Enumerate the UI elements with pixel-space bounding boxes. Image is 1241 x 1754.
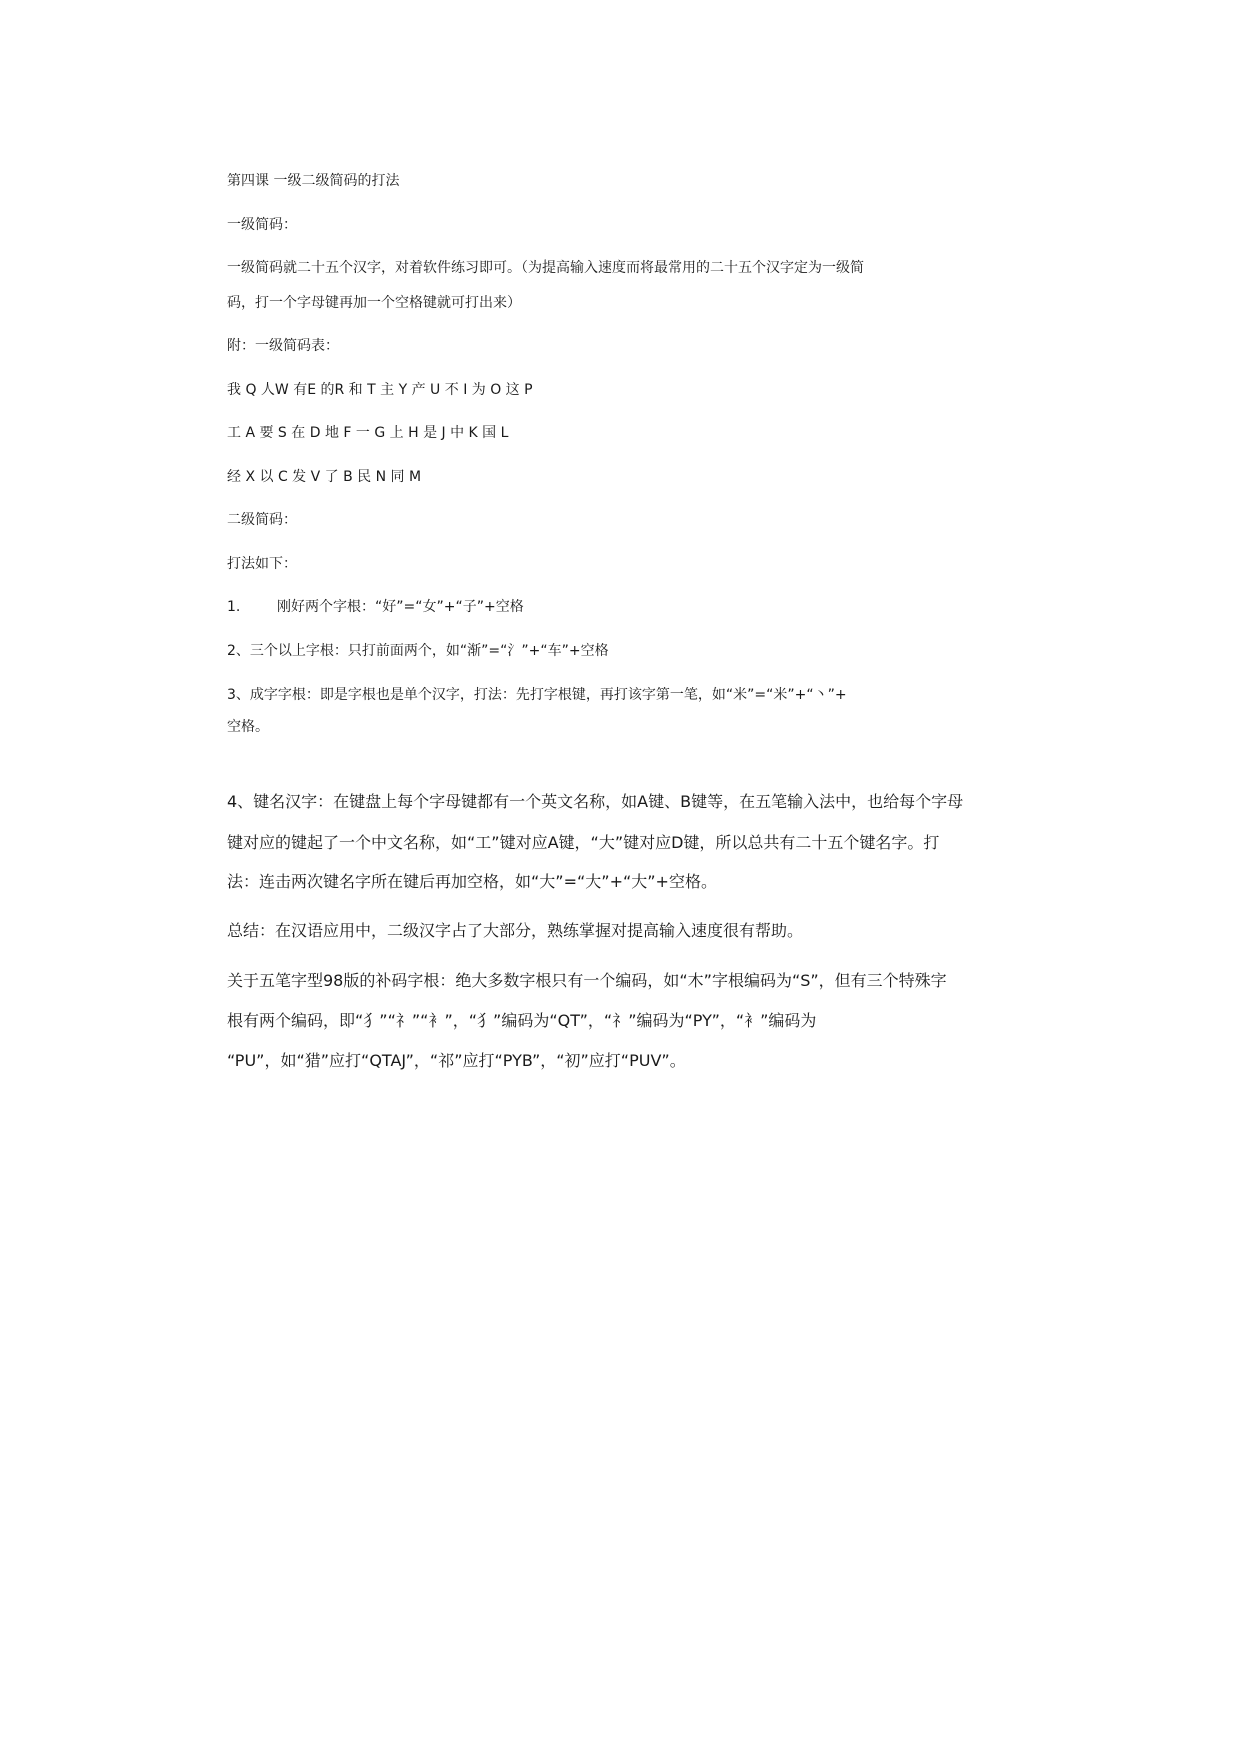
summary: 总结：在汉语应用中，二级汉字占了大部分，熟练掌握对提高输入速度很有帮助。 (227, 921, 804, 940)
rule-2: 2、三个以上字根：只打前面两个，如“渐”=“氵”+“车”+空格 (227, 643, 609, 659)
rule-4-line2: 键对应的键起了一个中文名称，如“工”键对应A键，“大”键对应D键，所以总共有二十五个键名字。打 (227, 833, 940, 852)
level1-heading: 一级简码： (227, 217, 297, 233)
supplement-line3: “PU”，如“猎”应打“QTAJ”，“祁”应打“PYB”，“初”应打“PUV”。 (227, 1051, 686, 1070)
rule-1 (227, 598, 524, 616)
rule-4-line3: 法：连击两次键名字所在键后再加空格，如“大”=“大”+“大”+空格。 (227, 872, 717, 891)
level1-desc-line1: 一级简码就二十五个汉字，对着软件练习即可。（为提高输入速度而将最常用的二十五个汉字定为一级简 (227, 260, 864, 276)
rule-1-number: 1. (227, 599, 241, 615)
code-table-row-3: 经 X 以 C 发 V 了 B 民 N 同 M (227, 469, 422, 485)
level1-desc-line2: 码，打一个字母键再加一个空格键就可打出来） (227, 295, 521, 311)
method-heading: 打法如下： (227, 556, 297, 572)
supplement-line2: 根有两个编码，即“犭”“礻”“衤”，“犭”编码为“QT”，“礻”编码为“PY”，“衤”编码为 (227, 1011, 817, 1030)
supplement-line1: 关于五笔字型98版的补码字根：绝大多数字根只有一个编码，如“木”字根编码为“S”，但有三个特殊字 (227, 971, 947, 990)
level2-heading: 二级简码： (227, 512, 297, 528)
code-table-row-1: 我 Q 人W 有E 的R 和 T 主 Y 产 U 不 I 为 O 这 P (227, 382, 533, 398)
rule-1-text: 刚好两个字根：“好”=“女”+“子”+空格 (277, 599, 524, 615)
code-table-row-2: 工 A 要 S 在 D 地 F 一 G 上 H 是 J 中 K 国 L (227, 425, 509, 441)
lesson-title: 第四课 一级二级简码的打法 (227, 173, 400, 189)
rule-3-line2: 空格。 (227, 719, 269, 735)
rule-3-line1: 3、成字字根：即是字根也是单个汉字，打法：先打字根键，再打该字第一笔，如“米”=“米”+“丶”+ (227, 687, 847, 703)
appendix-heading: 附：一级简码表： (227, 338, 339, 354)
rule-4-line1: 4、键名汉字：在键盘上每个字母键都有一个英文名称，如A键、B键等，在五笔输入法中，也给每个字母 (227, 792, 964, 811)
